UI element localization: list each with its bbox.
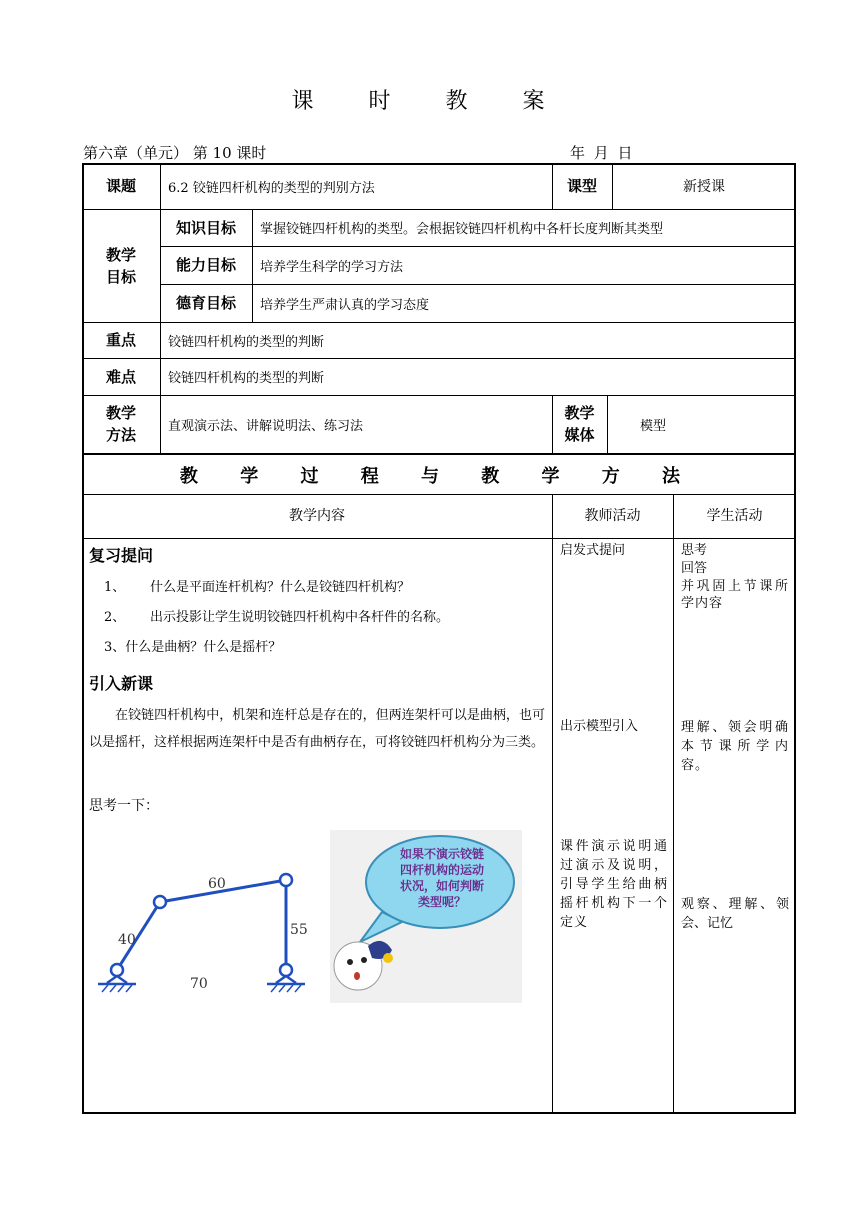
bubble-line-4: 类型呢？ — [417, 895, 466, 909]
bubble-text — [382, 846, 502, 910]
moral-objective-value: 培养学生严肃认真的学习态度 — [260, 297, 430, 313]
think-prompt: 思考一下： — [89, 798, 159, 814]
lesson-type-value: 新授课 — [683, 179, 725, 195]
chapter-info: 第六章（单元） 第 10 课时 — [83, 144, 267, 162]
column-student: 学生活动 — [706, 508, 763, 524]
bubble-line-1: 如果不演示铰链 — [399, 847, 484, 861]
method-value: 直观演示法、讲解说明法、练习法 — [168, 418, 364, 434]
objectives-label — [82, 209, 160, 322]
intro-paragraph: 在铰链四杆机构中，机架和连杆总是存在的，但两连架杆可以是曲柄，也可以是摇杆，这样根据两连架杆中是否有曲柄存在，可将铰链四杆机构分为三类。 — [89, 708, 545, 750]
moral-objective-label: 德育目标 — [175, 294, 236, 312]
review-q2-num: 2、 — [104, 610, 126, 625]
review-q2: 出示投影让学生说明铰链四杆机构中各杆件的名称。 — [150, 610, 450, 625]
teacher-activity-2: 出示模型引入 — [560, 719, 639, 734]
column-content: 教学内容 — [289, 508, 345, 524]
review-q1-num: 1、 — [104, 580, 126, 595]
lesson-type-label: 课型 — [566, 177, 597, 195]
pivot-a — [111, 964, 123, 976]
media-value: 模型 — [640, 418, 667, 434]
process-title: 教 学 过 程 与 教 学 方 法 — [179, 465, 699, 487]
key-point-label: 重点 — [105, 331, 136, 349]
label-coupler-length: 60 — [208, 876, 226, 892]
student-activity-1b: 回答 — [681, 561, 708, 576]
knowledge-objective-value: 掌握铰链四杆机构的类型。会根据铰链四杆机构中各杆长度判断其类型 — [260, 222, 664, 237]
review-q1: 什么是平面连杆机构？什么是铰链四杆机构？ — [150, 580, 411, 595]
student-activity-1a: 思考 — [681, 543, 708, 558]
teacher-activity-1: 启发式提问 — [560, 543, 626, 558]
review-q3: 3、什么是曲柄？什么是摇杆？ — [104, 640, 282, 655]
media-label — [552, 395, 607, 453]
review-heading: 复习提问 — [89, 546, 154, 565]
page-title: 课 时 教 案 — [291, 89, 569, 114]
difficulty-label: 难点 — [105, 367, 136, 386]
bubble-line-3: 状况，如何判断 — [399, 879, 484, 893]
student-activity-2: 理解、领会明确本节课所学内容。 — [681, 720, 789, 773]
cartoon-panel — [330, 830, 522, 1003]
ability-objective-label: 能力目标 — [175, 256, 236, 274]
media-label-text: 教学媒体 — [564, 404, 595, 444]
label-crank-length: 40 — [118, 932, 136, 948]
topic-label: 课题 — [105, 177, 136, 195]
knowledge-objective-label: 知识目标 — [175, 218, 236, 237]
date-info: 年 月 日 — [570, 144, 633, 162]
intro-heading: 引入新课 — [89, 674, 154, 693]
joint-c — [280, 874, 292, 886]
bubble-line-2: 四杆机构的运动 — [399, 863, 484, 877]
topic-value: 6.2 铰链四杆机构的类型的判别方法 — [168, 180, 375, 196]
method-label-text: 教学方法 — [105, 404, 136, 444]
label-frame-length: 70 — [190, 976, 208, 992]
ability-objective-value: 培养学生科学的学习方法 — [260, 259, 404, 275]
pivot-d — [280, 964, 292, 976]
method-label — [82, 395, 160, 453]
joint-b — [154, 896, 166, 908]
difficulty-value: 铰链四杆机构的类型的判断 — [168, 371, 325, 386]
key-point-value: 铰链四杆机构的类型的判断 — [168, 334, 325, 350]
teacher-activity-3: 课件演示说明通过演示及说明，引导学生给曲柄摇杆机构下一个定义 — [560, 839, 668, 930]
column-teacher: 教师活动 — [584, 508, 641, 524]
student-activity-3: 观察、理解、领会、记忆 — [681, 897, 789, 931]
objectives-label-text: 教学目标 — [105, 245, 136, 286]
label-rocker-length: 55 — [290, 922, 308, 938]
student-activity-1c: 并巩固上节课所学内容 — [681, 579, 789, 611]
